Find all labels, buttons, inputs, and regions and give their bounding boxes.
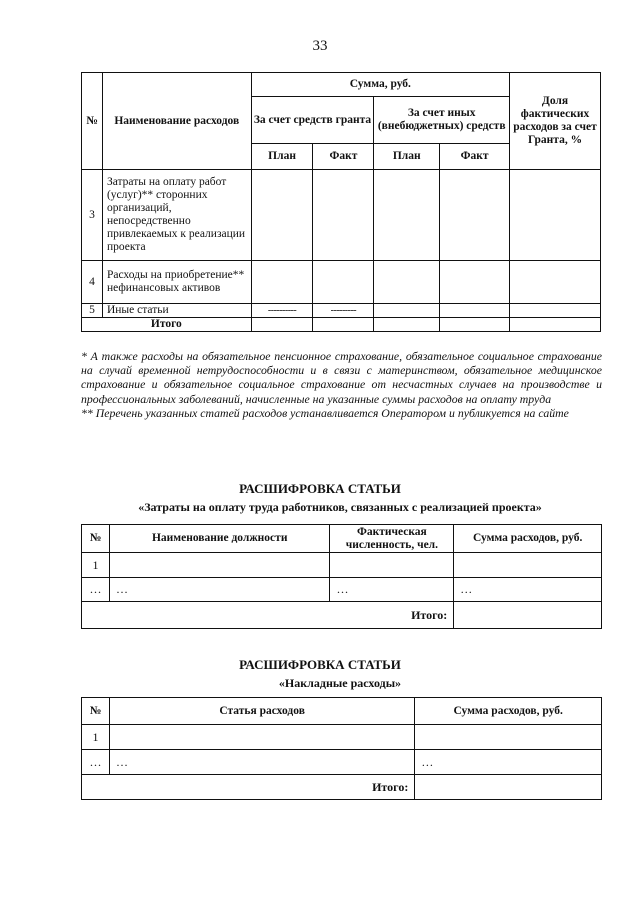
header-sum: Сумма, руб. (251, 73, 509, 97)
section2-subtitle: «Накладные расходы» (278, 676, 402, 690)
cell-empty (251, 170, 313, 261)
cell-empty (510, 170, 601, 261)
header-position: Наименование должности (109, 525, 330, 553)
header-fact-other: Факт (440, 144, 510, 170)
cell-empty (374, 318, 440, 332)
cell-ellipsis: … (415, 750, 602, 775)
cell-empty (440, 318, 510, 332)
row-no: 1 (82, 553, 110, 578)
cell-empty (440, 261, 510, 304)
total-label: Итого (82, 318, 252, 332)
cell-empty (510, 318, 601, 332)
row-name: Затраты на оплату работ (услуг)** сторонних организаций, непосредственно привлекаемых к реализации проекта (102, 170, 251, 261)
cell-empty (454, 602, 602, 629)
cell-plan-dash: ---------- (251, 304, 313, 318)
cell-empty (440, 170, 510, 261)
cell-ellipsis: … (109, 578, 330, 602)
section1-subtitle: «Затраты на оплату труда работников, связанных с реализацией проекта» (138, 500, 542, 514)
row-no: 5 (82, 304, 103, 318)
table-row (82, 304, 601, 318)
table-row (82, 170, 601, 261)
header-grant-funds: За счет средств гранта (251, 97, 374, 144)
row-ellipsis: … (82, 750, 110, 775)
row-no: 1 (82, 725, 110, 750)
header-name: Наименование расходов (102, 73, 251, 170)
cell-empty (454, 553, 602, 578)
cell-empty (313, 318, 374, 332)
cell-empty (374, 304, 440, 318)
header-other-funds: За счет иных (внебюджетных) средств (374, 97, 510, 144)
cell-ellipsis: … (454, 578, 602, 602)
header-plan: План (251, 144, 313, 170)
row-name: Расходы на приобретение** нефинансовых активов (102, 261, 251, 304)
header-plan-other: План (374, 144, 440, 170)
cell-empty (440, 304, 510, 318)
header-fact: Факт (313, 144, 374, 170)
cell-empty (415, 725, 602, 750)
cell-empty (251, 318, 313, 332)
table-row (82, 725, 602, 750)
total-row (82, 318, 601, 332)
expenses-table (81, 72, 601, 332)
salary-table (81, 524, 602, 629)
header-no: № (82, 698, 110, 725)
cell-empty (313, 170, 374, 261)
header-no: № (82, 525, 110, 553)
cell-empty (374, 261, 440, 304)
cell-empty (109, 725, 414, 750)
footnote-2: ** Перечень указанных статей расходов устанавливается Оператором и публикуется на сайте (81, 405, 569, 420)
cell-ellipsis: … (330, 578, 454, 602)
header-amount: Сумма расходов, руб. (454, 525, 602, 553)
table-row (82, 553, 602, 578)
total-label: Итого: (82, 602, 454, 629)
cell-fact-dash: --------- (313, 304, 374, 318)
cell-empty (251, 261, 313, 304)
header-share: Доля фактических расходов за счет Гранта, % (510, 73, 601, 170)
header-amount: Сумма расходов, руб. (415, 698, 602, 725)
table-row (82, 750, 602, 775)
header-headcount: Фактическая численность, чел. (330, 525, 454, 553)
total-row (82, 602, 602, 629)
header-item: Статья расходов (109, 698, 414, 725)
cell-ellipsis: … (109, 750, 414, 775)
total-label: Итого: (82, 775, 415, 800)
footnote-1: * А также расходы на обязательное пенсионное страхование, обязательное социальное страхование на случай временной нетрудоспособности и в связи с материнством, обязательное медицинское страхование и обязательное социальное страхование от несчастных случаев на производстве и профессиональных заболеваний, начисленные на указанные суммы расходов на оплату труда (81, 349, 602, 406)
cell-empty (510, 304, 601, 318)
table-row (82, 578, 602, 602)
cell-empty (374, 170, 440, 261)
section1-title: РАСШИФРОВКА СТАТЬИ (239, 481, 401, 496)
row-name: Иные статьи (102, 304, 251, 318)
header-no: № (82, 73, 103, 170)
cell-empty (415, 775, 602, 800)
section2-title: РАСШИФРОВКА СТАТЬИ (239, 657, 401, 672)
footnotes (81, 349, 602, 420)
cell-empty (313, 261, 374, 304)
cell-empty (510, 261, 601, 304)
page-number: 33 (312, 38, 328, 54)
cell-empty (330, 553, 454, 578)
row-no: 4 (82, 261, 103, 304)
overhead-table (81, 697, 602, 800)
row-no: 3 (82, 170, 103, 261)
row-ellipsis: … (82, 578, 110, 602)
total-row (82, 775, 602, 800)
cell-empty (109, 553, 330, 578)
table-row (82, 261, 601, 304)
